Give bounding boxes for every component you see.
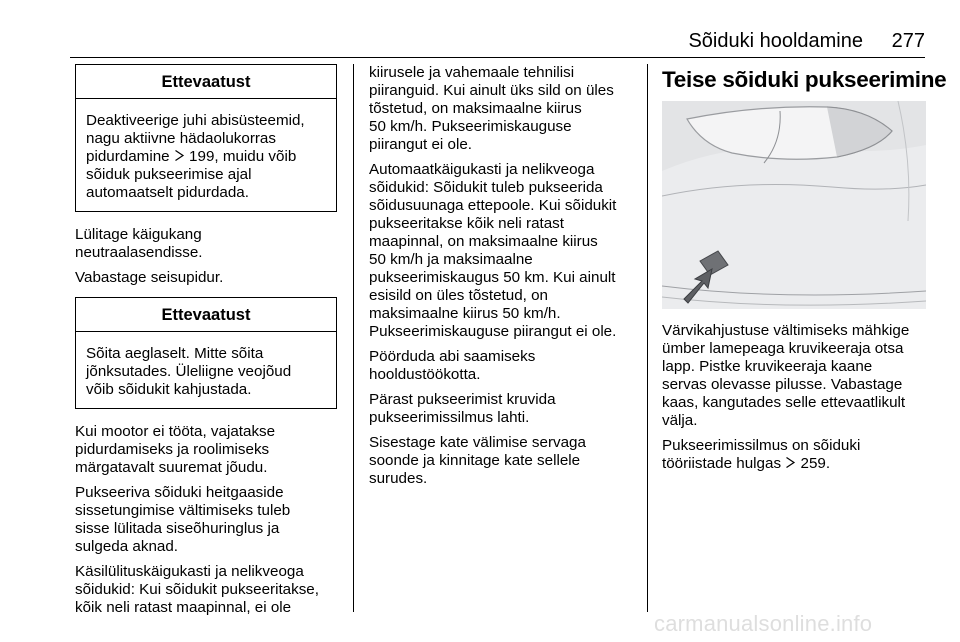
warning-heading: Ettevaatust <box>76 298 336 332</box>
header-divider <box>70 57 925 58</box>
page-reference-arrow-icon <box>174 148 185 165</box>
paragraph: Automaatkäigukasti ja nelikveoga sõidukid: Sõidukit tuleb pukseerida sõidusuunaga ettepoole. Kui sõidukit pukseeritakse kõik neli ratast maapinnal, on maksimaalne kiirus 50 km/h ja maksimaalne pukseerimiskaugus 50 km. Kui ainult esisild on üles tõstetud, on maksimaalne kiirus 50 km/h. Pukseerimiskauguse piirangut ei ole. <box>369 161 617 340</box>
warning-box-1 <box>75 64 337 212</box>
paragraph: Värvikahjustuse vältimiseks mähkige ümber lamepeaga kruvikeeraja otsa lapp. Pistke kruvikeeraja kaane servas olevasse pilusse. Vabastage kaas, kangutades selle ettevaatlikult välja. <box>662 322 910 429</box>
watermark: carmanualsonline.info <box>654 611 873 636</box>
paragraph: Lülitage käigukang neutraalasendisse. <box>75 226 203 261</box>
paragraph: Pukseerimissilmus on sõiduki tööriistade hulgas 259. <box>662 437 926 473</box>
page-number: 277 <box>891 30 925 52</box>
paragraph: Pöörduda abi saamiseks hooldustöökotta. <box>369 348 536 383</box>
page-header <box>70 26 925 58</box>
warning-text: Sõita aeglaselt. Mitte sõita jõnksutades. Üleliigne veojõud võib sõidukit kahjustada. <box>86 345 292 398</box>
paragraph: Kui mootor ei tööta, vajatakse pidurdamiseks ja roolimiseks märgatavalt suuremat jõudu. <box>75 423 276 476</box>
rear-bumper-illustration <box>662 101 926 309</box>
page-reference-link[interactable]: 199, muidu võib <box>189 148 297 165</box>
column-divider-right <box>647 64 648 612</box>
page-reference-link[interactable]: 259. <box>800 455 831 472</box>
column-3 <box>662 64 947 480</box>
paragraph: Pärast pukseerimist kruvida pukseerimissilmus lahti. <box>369 391 556 426</box>
section-heading: Teise sõiduki pukseerimine <box>662 67 947 92</box>
column-divider-left <box>353 64 354 612</box>
warning-box-2 <box>75 297 337 409</box>
column-1 <box>75 64 337 624</box>
warning-ref-line: pidurdamine 199, muidu võib <box>86 148 297 165</box>
warning-heading: Ettevaatust <box>76 65 336 99</box>
paragraph: Käsilülituskäigukasti ja nelikveoga sõidukid: Kui sõidukit pukseeritakse, kõik neli ratast maapinnal, ei ole <box>75 563 319 616</box>
chapter-title: Sõiduki hooldamine <box>688 30 863 52</box>
column-2 <box>369 64 635 495</box>
paragraph: Sisestage kate välimise servaga soonde ja kinnitage kate sellele surudes. <box>369 434 586 487</box>
page-reference-arrow-icon <box>785 455 796 472</box>
paragraph: Pukseeriva sõiduki heitgaaside sissetungimise vältimiseks tuleb sisse lülitada siseõhuringlus ja sulgeda aknad. <box>75 484 291 555</box>
paragraph: Vabastage seisupidur. <box>75 269 224 286</box>
paragraph: kiirusele ja vahemaale tehnilisi piiranguid. Kui ainult üks sild on üles tõstetud, on maksimaalne kiirus 50 km/h. Pukseerimiskauguse piirangut ei ole. <box>369 64 614 153</box>
tool-ref-line: tööriistade hulgas 259. <box>662 455 831 472</box>
warning-text: Deaktiveerige juhi abisüsteemid, nagu aktiivne hädaolukorras pidurdamine 199, muidu võib sõiduk pukseerimise ajal automaatselt pidurdada. <box>76 99 336 211</box>
